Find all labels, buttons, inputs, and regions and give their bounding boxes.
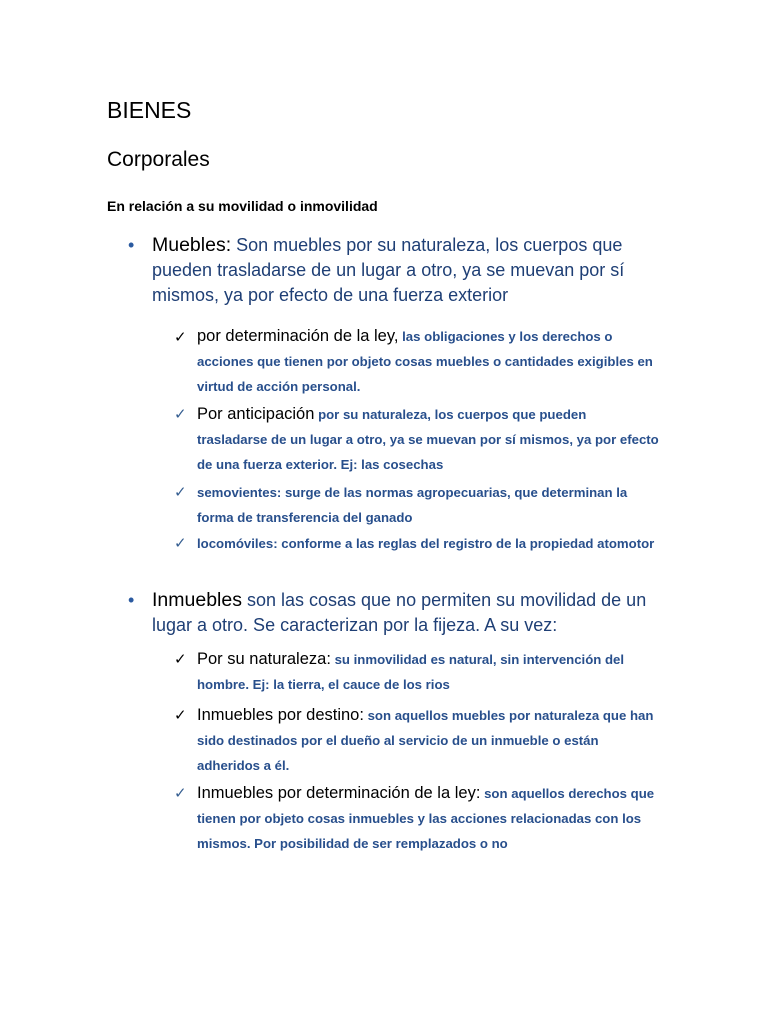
sublist-item: [197, 647, 659, 697]
subitem-lead: Por su naturaleza:: [197, 650, 331, 668]
sublist-item: [197, 531, 659, 556]
subitem-text: las obligaciones y los derechos o acciones que tienen por objeto cosas muebles o cantidades exigibles en virtud de acción personal.: [197, 329, 653, 394]
bullet-icon: •: [128, 590, 135, 610]
document-title: BIENES: [107, 97, 192, 123]
document-subtitle: Corporales: [107, 148, 210, 171]
item-description: son las cosas que no permiten su movilidad de un lugar a otro. Se caracterizan por la fijeza. A su vez:: [152, 590, 647, 635]
list-item-inmuebles: [152, 588, 672, 638]
sublist-item: [197, 324, 659, 399]
subitem-lead: Inmuebles por destino:: [197, 706, 364, 724]
subitem-lead: Inmuebles por determinación de la ley:: [197, 784, 481, 802]
bullet-icon: •: [128, 235, 135, 255]
subitem-text: son aquellos derechos que tienen por objeto cosas inmuebles y las acciones relacionadas con los mismos. Por posibilidad de ser remplazados o no: [197, 786, 655, 851]
section-heading: En relación a su movilidad o inmovilidad: [107, 198, 378, 214]
checkmark-icon: ✓: [174, 535, 187, 552]
subitem-text: por su naturaleza, los cuerpos que pueden trasladarse de un lugar a otro, ya se muevan por sí mismos, ya por efecto de una fuerza exterior. Ej: las cosechas: [197, 407, 659, 472]
item-term: Inmuebles: [152, 589, 242, 611]
checkmark-icon: ✓: [174, 406, 187, 423]
checkmark-icon: ✓: [174, 785, 187, 802]
sublist-item: [197, 703, 659, 778]
subitem-text: semovientes: surge de las normas agropecuarias, que determinan la forma de transferencia del ganado: [197, 485, 628, 525]
checkmark-icon: ✓: [174, 484, 187, 501]
subitem-text: su inmovilidad es natural, sin intervención del hombre. Ej: la tierra, el cauce de los rios: [197, 652, 625, 692]
item-description: Son muebles por su naturaleza, los cuerpos que pueden trasladarse de un lugar a otro, ya se muevan por sí mismos, ya por efecto de una fuerza exterior: [152, 235, 625, 305]
sublist-item: [197, 781, 659, 856]
checkmark-icon: ✓: [174, 707, 187, 724]
sublist-item: [197, 402, 659, 477]
subitem-lead: Por anticipación: [197, 405, 315, 423]
subitem-lead: por determinación de la ley,: [197, 327, 399, 345]
checkmark-icon: ✓: [174, 329, 187, 346]
checkmark-icon: ✓: [174, 651, 187, 668]
subitem-text: locomóviles: conforme a las reglas del registro de la propiedad atomotor: [197, 536, 655, 551]
list-item-muebles: [152, 233, 672, 308]
item-term: Muebles:: [152, 234, 232, 256]
subitem-text: son aquellos muebles por naturaleza que han sido destinados por el dueño al servicio de un inmueble o están adheridos a él.: [197, 708, 654, 773]
sublist-item: [197, 480, 659, 530]
